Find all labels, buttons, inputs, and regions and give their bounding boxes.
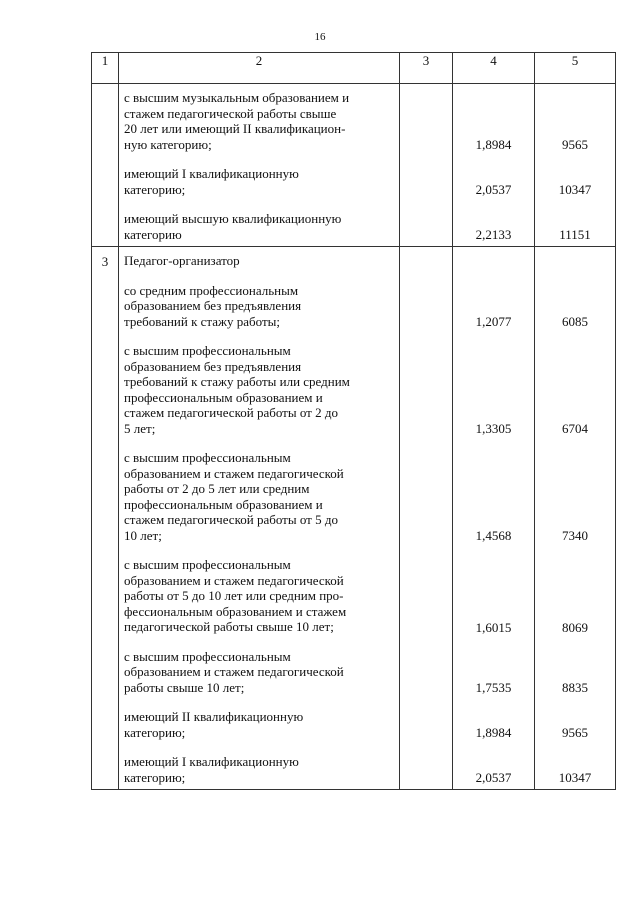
item-text-line: с высшим профессиональным <box>124 450 291 465</box>
item-text-line: требований к стажу работы; <box>124 313 280 329</box>
row-number <box>92 84 119 247</box>
list-item <box>124 166 395 197</box>
item-text-line: с высшим профессиональным <box>124 648 291 664</box>
position-title: Педагог-организатор <box>124 253 240 268</box>
salary-value: 7340 <box>562 528 588 543</box>
item-text-line: категорию; <box>124 181 186 197</box>
item-text-line: категорию; <box>124 724 186 740</box>
list-item <box>124 343 395 436</box>
item-text-line: образованием и стажем педагогической <box>124 572 344 588</box>
coefficient-value: 2,0537 <box>475 182 512 197</box>
empty-cell <box>400 84 453 247</box>
coefficient-value: 1,3305 <box>475 421 512 436</box>
salary-value: 8069 <box>562 619 588 635</box>
item-text-line: работы свыше 10 лет; <box>124 679 245 695</box>
coefficient-value: 1,8984 <box>475 725 512 740</box>
coefficient-value: 2,0537 <box>475 770 512 785</box>
list-item <box>124 283 395 330</box>
header-cell: 2 <box>119 53 400 84</box>
item-text-line: стажем педагогической работы от 5 до <box>124 512 338 527</box>
item-text-line: с высшим профессиональным <box>124 343 291 358</box>
list-item <box>124 754 395 785</box>
salary-table <box>91 52 616 790</box>
item-text-line: имеющий высшую квалификационную <box>124 211 342 226</box>
page-number: 16 <box>314 31 326 43</box>
coefficient-value: 2,2133 <box>475 227 512 242</box>
list-item <box>124 709 395 740</box>
item-text-line: 5 лет; <box>124 420 156 436</box>
empty-cell <box>400 247 453 790</box>
item-text-line: имеющий II квалификационную <box>124 709 304 724</box>
item-text-line: категорию <box>124 226 182 242</box>
table-row <box>92 247 616 790</box>
list-item <box>124 649 395 696</box>
coefficient-value: 1,2077 <box>475 314 512 329</box>
list-item <box>124 450 395 543</box>
row-number: 3 <box>92 247 119 790</box>
salary-cell <box>535 247 616 790</box>
list-item <box>124 90 395 152</box>
item-text-line: имеющий I квалификационную <box>124 754 299 769</box>
header-row <box>92 53 616 84</box>
coefficient-value: 1,4568 <box>475 528 512 543</box>
item-text-line: образованием и стажем педагогической <box>124 664 344 679</box>
item-text-line: 10 лет; <box>124 527 162 543</box>
item-text-line: ную категорию; <box>124 136 212 152</box>
item-text-line: образованием и стажем педагогической <box>124 465 344 481</box>
item-text-line: фессиональным образованием и стажем <box>124 603 347 619</box>
item-text-line: требований к стажу работы или средним <box>124 374 350 389</box>
coefficient-value: 1,7535 <box>475 680 512 695</box>
description-cell <box>119 247 400 790</box>
list-item <box>124 557 395 635</box>
coefficient-cell <box>453 247 535 790</box>
header-cell: 5 <box>535 53 616 84</box>
salary-value: 11151 <box>559 227 591 242</box>
salary-cell <box>535 84 616 247</box>
item-text-line: имеющий I квалификационную <box>124 166 299 181</box>
table-row <box>92 84 616 247</box>
item-text-line: профессиональным образованием и <box>124 389 323 405</box>
header-cell: 4 <box>453 53 535 84</box>
item-text-line: стажем педагогической работы от 2 до <box>124 405 338 420</box>
item-text-line: профессиональным образованием и <box>124 496 323 512</box>
item-text-line: категорию; <box>124 769 186 785</box>
item-text-line: образованием без предъявления <box>124 298 302 313</box>
coefficient-value: 1,8984 <box>475 137 512 152</box>
salary-value: 8835 <box>562 680 588 695</box>
item-text-line: работы от 2 до 5 лет или средним <box>124 481 310 496</box>
salary-value: 10347 <box>558 182 592 197</box>
coefficient-value: 1,6015 <box>475 619 512 635</box>
salary-value: 6704 <box>562 421 588 436</box>
salary-value: 9565 <box>562 725 588 740</box>
item-text-line: с высшим профессиональным <box>124 557 291 572</box>
description-cell <box>119 84 400 247</box>
item-text-line: работы от 5 до 10 лет или средним про- <box>124 588 344 603</box>
salary-value: 6085 <box>562 314 588 329</box>
header-cell: 3 <box>400 53 453 84</box>
header-cell: 1 <box>92 53 119 84</box>
salary-value: 10347 <box>558 770 592 785</box>
item-text-line: образованием без предъявления <box>124 358 302 374</box>
item-text-line: стажем педагогической работы свыше <box>124 105 337 121</box>
item-text-line: с высшим музыкальным образованием и <box>124 90 350 105</box>
coefficient-cell <box>453 84 535 247</box>
salary-value: 9565 <box>562 137 588 152</box>
list-item <box>124 211 395 242</box>
item-text-line: педагогической работы свыше 10 лет; <box>124 619 334 634</box>
item-text-line: со средним профессиональным <box>124 282 299 298</box>
item-text-line: 20 лет или имеющий II квалификацион- <box>124 121 346 136</box>
